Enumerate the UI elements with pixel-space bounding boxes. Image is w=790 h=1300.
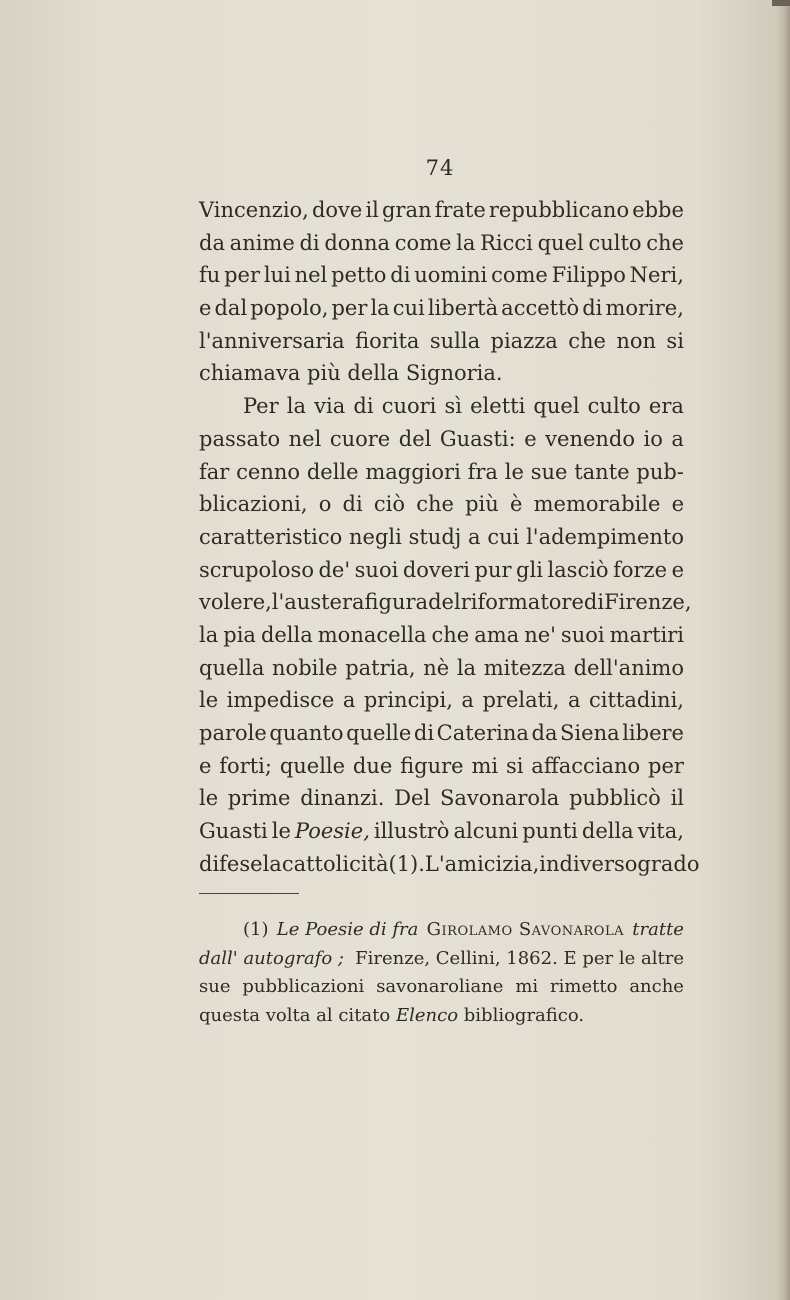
text-line: scrupoloso de' suoi doveri pur gli lasciò forze e: [199, 557, 684, 582]
text-line: passato nel cuore del Guasti: e venendo io a: [199, 426, 684, 451]
text-line: chiamava più della Signoria.: [199, 361, 503, 386]
footnote-rule: [199, 893, 299, 894]
text-line: e forti; quelle due figure mi si affacciano per: [199, 753, 684, 778]
footnote-title-italic-2: tratte: [632, 919, 684, 940]
text-line: la pia della monacella che ama ne' suoi martiri: [199, 622, 684, 647]
text-line: blicazioni, o di ciò che più è memorabile e: [199, 492, 684, 517]
text-line: parole quanto quelle di Caterina da Siena libere: [199, 721, 684, 745]
footnote-elenco-italic: Elenco: [395, 1004, 459, 1026]
footnote-line: [199, 945, 684, 974]
text-line: Per la via di cuori sì eletti quel culto era: [243, 394, 684, 419]
footnote-marker: (1): [243, 919, 269, 940]
corner-mark: [772, 0, 790, 6]
footnote: [199, 916, 684, 1030]
footnote-line: [199, 1002, 684, 1031]
footnote-source-italic: dall' autografo ;: [199, 947, 344, 969]
text-line: far cenno delle maggiori fra le sue tante pub-: [199, 459, 684, 484]
text-line: difese la cattolicità (1). L'amicizia, in diverso grado: [199, 851, 700, 876]
footnote-source: Firenze, Cellini, 1862. E per le altre: [355, 947, 684, 969]
text-line: e dal popolo, per la cui libertà accettò di morire,: [199, 296, 684, 321]
text-line: Vincenzio, dove il gran frate repubblicano ebbe: [199, 198, 684, 222]
footnote-text-end: bibliografico.: [463, 1004, 585, 1026]
text-line: volere, l'austera figura del riformatore di Firenze,: [199, 590, 692, 615]
footnote-title-italic: Le Poesie di fra: [276, 919, 419, 940]
text-line: le impedisce a principi, a prelati, a cittadini,: [199, 688, 684, 713]
text-line: le prime dinanzi. Del Savonarola pubblicò il: [199, 786, 684, 811]
page-number: 74: [425, 156, 455, 180]
text-line: l'anniversaria fiorita sulla piazza che non si: [199, 328, 684, 353]
text-line: caratteristico negli studj a cui l'adempimento: [199, 524, 684, 549]
text-line: quella nobile patria, nè la mitezza dell'animo: [199, 655, 684, 680]
footnote-line: [199, 916, 684, 945]
text-line: fu per lui nel petto di uomini come Filippo Neri,: [199, 263, 684, 288]
footnote-text: questa volta al citato: [199, 1004, 391, 1026]
footnote-line: sue pubblicazioni savonaroliane mi rimetto anche: [199, 976, 684, 997]
text-line-poesie: Guasti le Poesie, illustrò alcuni punti della vita,: [199, 819, 684, 844]
text-line: da anime di donna come la Ricci quel culto che: [199, 230, 684, 255]
footnote-author: Girolamo Savonarola: [426, 919, 624, 940]
page-edge-shadow: [776, 0, 790, 1300]
body-text: [199, 194, 700, 880]
